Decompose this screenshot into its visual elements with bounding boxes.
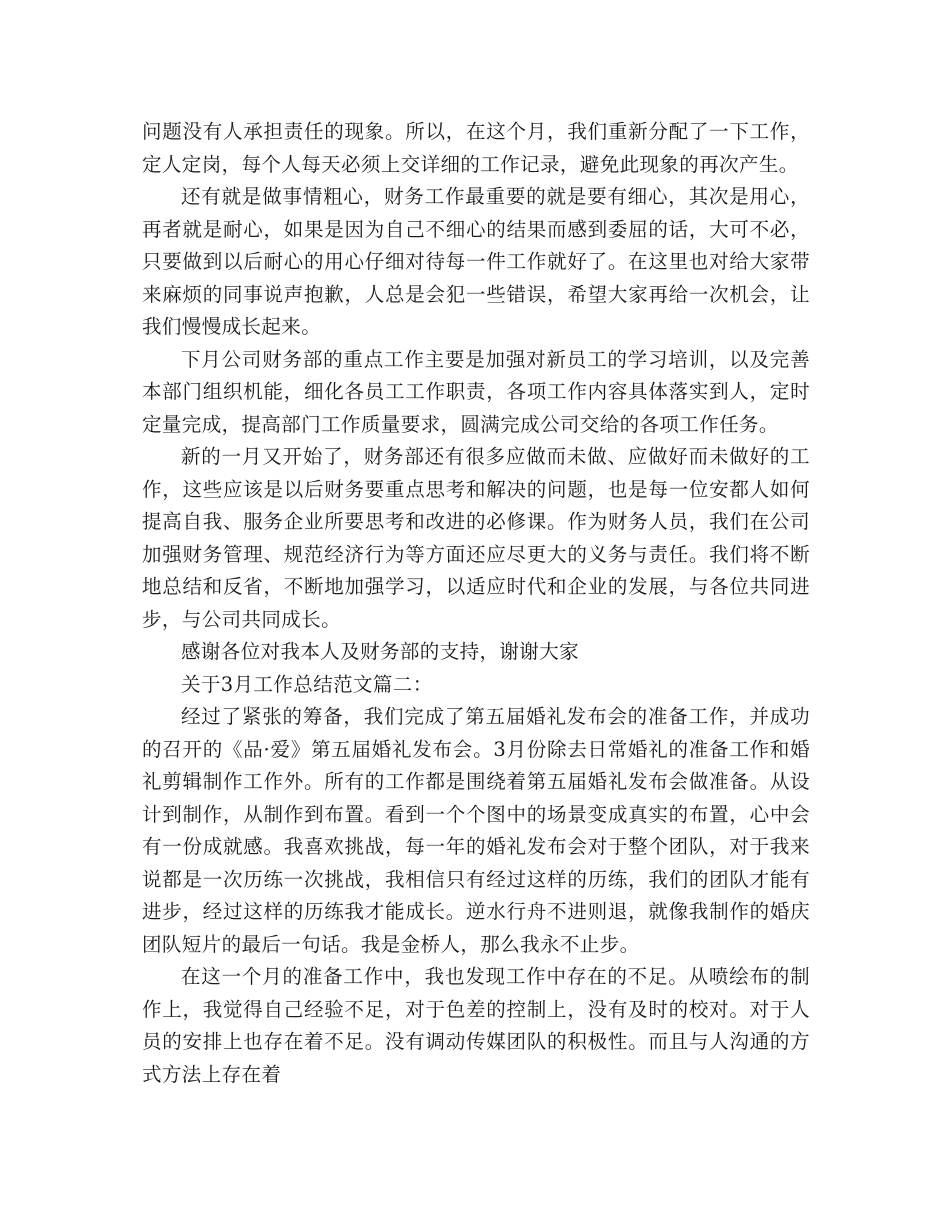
paragraph: 在这一个月的准备工作中，我也发现工作中存在的不足。从喷绘布的制作上，我觉得自己经验不足，对于色差的控制上，没有及时的校对。对于人员的安排上也存在着不足。没有调动传媒团队的积极性。而且与人沟通的方式方法上存在着 [142, 965, 810, 1086]
document-body [142, 116, 810, 1091]
paragraph: 下月公司财务部的重点工作主要是加强对新员工的学习培训，以及完善本部门组织机能，细化各员工工作职责，各项工作内容具体落实到人，定时定量完成，提高部门工作质量要求，圆满完成公司交给的各项工作任务。 [142, 347, 810, 436]
paragraph: 新的一月又开始了，财务部还有很多应做而未做、应做好而未做好的工作，这些应该是以后财务要重点思考和解决的问题，也是每一位安都人如何提高自我、服务企业所要思考和改进的必修课。作为财务人员，我们在公司加强财务管理、规范经济行为等方面还应尽更大的义务与责任。我们将不断地总结和反省，不断地加强学习，以适应时代和企业的发展，与各位共同进步，与公司共同成长。 [142, 445, 810, 631]
paragraph: 感谢各位对我本人及财务部的支持，谢谢大家 [181, 640, 580, 663]
paragraph: 还有就是做事情粗心，财务工作最重要的就是要有细心，其次是用心，再者就是耐心，如果是因为自己不细心的结果而感到委屈的话，大可不必，只要做到以后耐心的用心仔细对待每一件工作就好了。在这里也对给大家带来麻烦的同事说声抱歉，人总是会犯一些错误，希望大家再给一次机会，让我们慢慢成长起来。 [142, 185, 810, 338]
paragraph: 经过了紧张的筹备，我们完成了第五届婚礼发布会的准备工作，并成功的召开的《品·爱》第五届婚礼发布会。3月份除去日常婚礼的准备工作和婚礼剪辑制作工作外。所有的工作都是围绕着第五届婚礼发布会做准备。从设计到制作，从制作到布置。看到一个个图中的场景变成真实的布置，心中会有一份成就感。我喜欢挑战，每一年的婚礼发布会对于整个团队，对于我来说都是一次历练一次挑战，我相信只有经过这样的历练，我们的团队才能有进步，经过这样的历练我才能成长。逆水行舟不进则退，就像我制作的婚庆团队短片的最后一句话。我是金桥人，那么我永不止步。 [142, 705, 810, 956]
paragraph: 问题没有人承担责任的现象。所以，在这个月，我们重新分配了一下工作，定人定岗，每个人每天必须上交详细的工作记录，避免此现象的再次产生。 [142, 120, 810, 176]
section-heading: 关于3月工作总结范文篇二： [181, 672, 433, 696]
